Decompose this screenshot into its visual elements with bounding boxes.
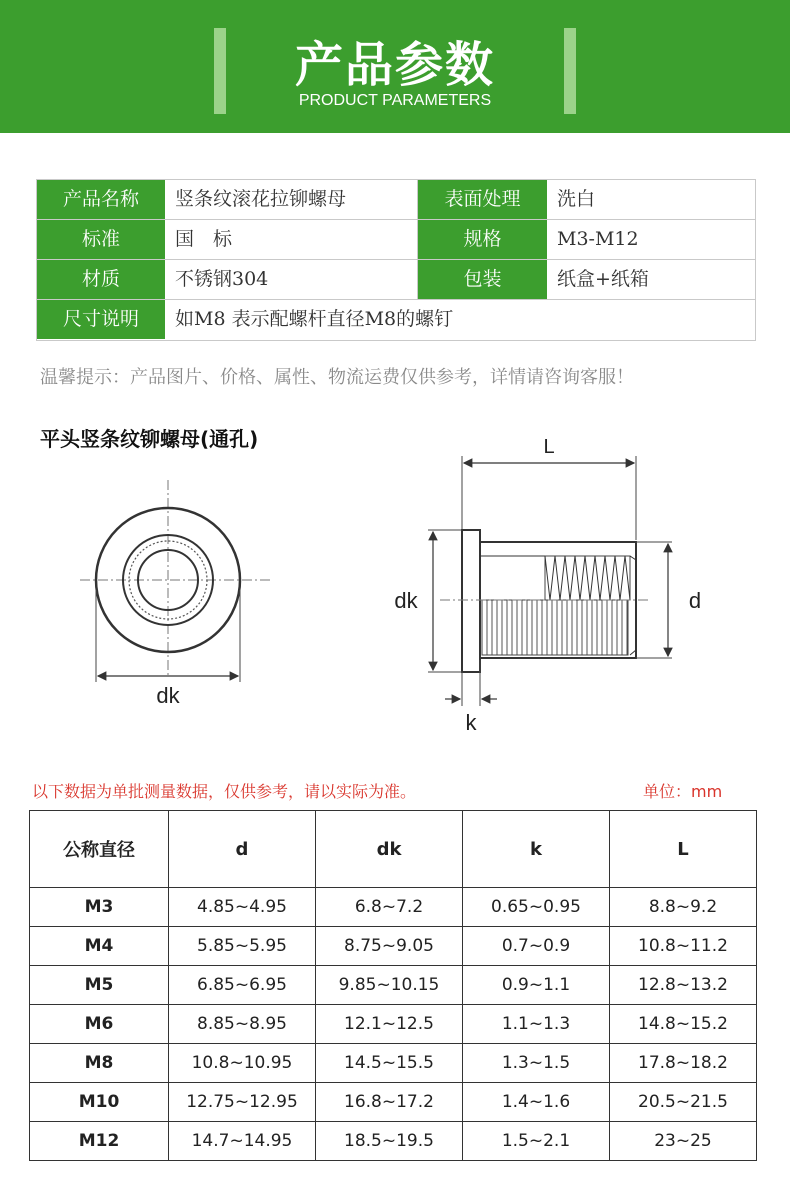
cell-dk: 12.1~12.5 <box>316 1005 463 1044</box>
banner-subtitle: PRODUCT PARAMETERS <box>298 92 492 109</box>
table-row <box>30 888 757 927</box>
side-k-label: k <box>465 710 477 735</box>
header-nominal-diameter: 公称直径 <box>30 811 169 888</box>
cell-L: 23~25 <box>610 1122 757 1161</box>
cell-k: 1.3~1.5 <box>463 1044 610 1083</box>
cell-d: 4.85~4.95 <box>169 888 316 927</box>
cell-size: M10 <box>30 1083 169 1122</box>
product-parameter-table <box>36 179 756 341</box>
cell-L: 14.8~15.2 <box>610 1005 757 1044</box>
header-dk: dk <box>316 811 463 888</box>
cell-k: 1.4~1.6 <box>463 1083 610 1122</box>
front-dk-label: dk <box>156 683 180 708</box>
param-value: 竖条纹滚花拉铆螺母 <box>165 180 418 219</box>
header-k: k <box>463 811 610 888</box>
param-value: 纸盒+纸箱 <box>557 268 649 290</box>
cell-size: M3 <box>30 888 169 927</box>
cell-L: 12.8~13.2 <box>610 966 757 1005</box>
cell-k: 1.1~1.3 <box>463 1005 610 1044</box>
table-header-row <box>30 811 757 888</box>
param-row <box>37 180 755 220</box>
cell-k: 0.7~0.9 <box>463 927 610 966</box>
header-d: d <box>169 811 316 888</box>
side-view <box>394 436 701 735</box>
param-label: 材质 <box>37 260 165 299</box>
header-banner <box>0 0 790 133</box>
cell-d: 8.85~8.95 <box>169 1005 316 1044</box>
param-value: 洗白 <box>557 188 596 210</box>
table-row <box>30 1044 757 1083</box>
cell-size: M8 <box>30 1044 169 1083</box>
table-row <box>30 966 757 1005</box>
technical-drawing <box>0 430 790 750</box>
side-L-label: L <box>543 436 555 458</box>
cell-d: 5.85~5.95 <box>169 927 316 966</box>
cell-dk: 8.75~9.05 <box>316 927 463 966</box>
cell-d: 10.8~10.95 <box>169 1044 316 1083</box>
param-label: 表面处理 <box>418 180 547 219</box>
data-disclaimer: 以下数据为单批测量数据，仅供参考，请以实际为准。 <box>32 782 417 801</box>
param-label: 包装 <box>418 260 547 299</box>
param-row <box>37 300 755 340</box>
cell-dk: 6.8~7.2 <box>316 888 463 927</box>
table-row <box>30 1122 757 1161</box>
cell-L: 17.8~18.2 <box>610 1044 757 1083</box>
unit-note: 单位：mm <box>643 782 723 801</box>
cell-L: 20.5~21.5 <box>610 1083 757 1122</box>
cell-dk: 18.5~19.5 <box>316 1122 463 1161</box>
cell-L: 8.8~9.2 <box>610 888 757 927</box>
param-row <box>37 220 755 260</box>
drawing-heading: 平头竖条纹铆螺母(通孔) <box>40 427 259 451</box>
cell-size: M12 <box>30 1122 169 1161</box>
cell-k: 0.9~1.1 <box>463 966 610 1005</box>
param-value: M3-M12 <box>557 228 639 250</box>
cell-d: 12.75~12.95 <box>169 1083 316 1122</box>
param-label: 规格 <box>418 220 547 259</box>
cell-dk: 14.5~15.5 <box>316 1044 463 1083</box>
param-label: 尺寸说明 <box>37 300 165 339</box>
front-view <box>80 480 270 708</box>
notice-tip: 温馨提示：产品图片、价格、属性、物流运费仅供参考，详情请咨询客服！ <box>40 367 634 388</box>
side-dk-label: dk <box>394 588 418 613</box>
table-row <box>30 1005 757 1044</box>
side-d-label: d <box>688 588 702 613</box>
param-value: 如M8 表示配螺杆直径M8的螺钉 <box>175 308 454 330</box>
cell-k: 0.65~0.95 <box>463 888 610 927</box>
cell-k: 1.5~2.1 <box>463 1122 610 1161</box>
param-value: 不锈钢304 <box>165 260 418 299</box>
cell-size: M6 <box>30 1005 169 1044</box>
param-label: 产品名称 <box>37 180 165 219</box>
cell-d: 14.7~14.95 <box>169 1122 316 1161</box>
cell-dk: 9.85~10.15 <box>316 966 463 1005</box>
table-row <box>30 927 757 966</box>
header-L: L <box>610 811 757 888</box>
param-label: 标准 <box>37 220 165 259</box>
cell-size: M5 <box>30 966 169 1005</box>
cell-dk: 16.8~17.2 <box>316 1083 463 1122</box>
cell-L: 10.8~11.2 <box>610 927 757 966</box>
param-value: 国 标 <box>165 220 418 259</box>
cell-size: M4 <box>30 927 169 966</box>
param-row <box>37 260 755 300</box>
dimension-table <box>29 810 757 1161</box>
banner-title: 产品参数 <box>294 37 495 93</box>
cell-d: 6.85~6.95 <box>169 966 316 1005</box>
table-row <box>30 1083 757 1122</box>
